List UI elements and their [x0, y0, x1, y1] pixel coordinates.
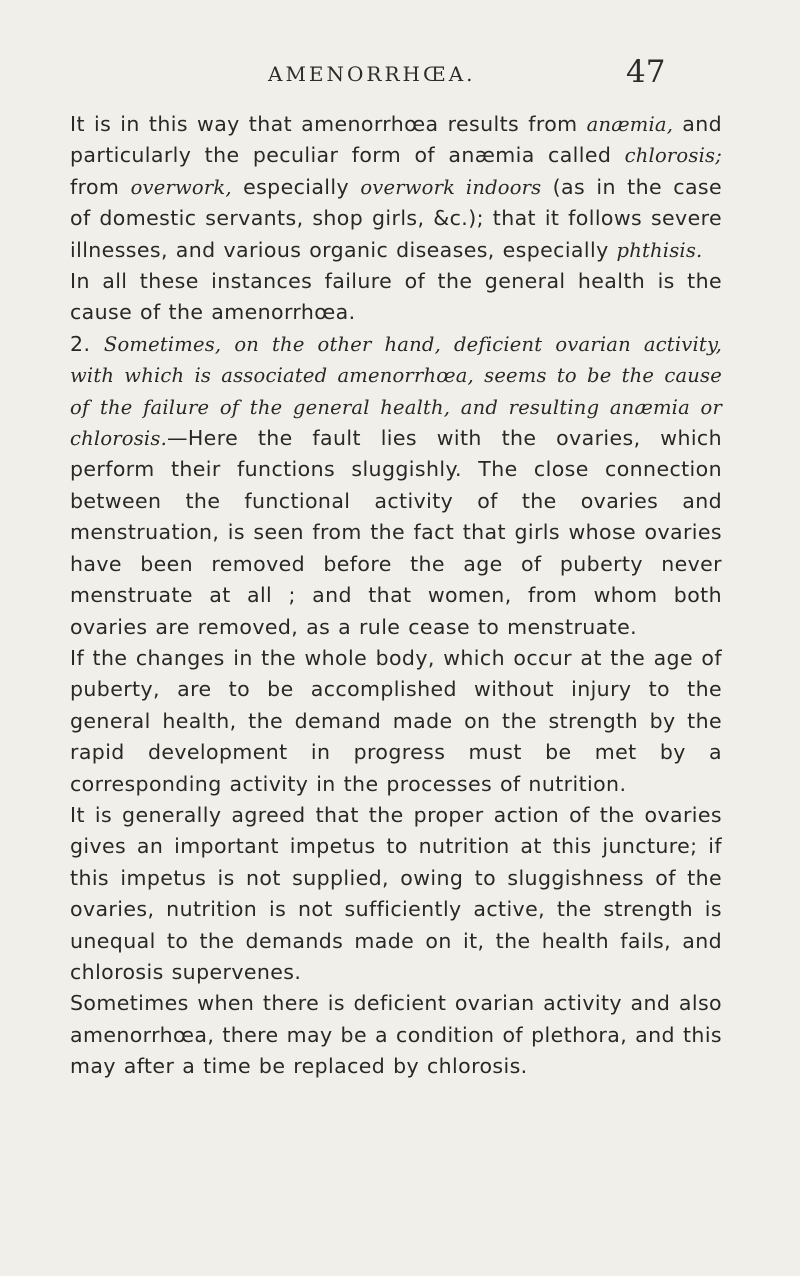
text-run: It is generally agreed that the proper action of the ovaries gives an important impetus to nutrition at this juncture; if this impetus is not supplied, owing to sluggishness of the ovaries, nutrition is not sufficiently active, the strength is unequal to the demands made on it, the health fails, and chlorosis supervenes.	[70, 802, 722, 984]
paragraph-1	[70, 109, 722, 266]
paragraph-2	[70, 266, 722, 329]
text-run: —Here the fault lies with the ovaries, which perform their functions sluggishly. The close connection between the functional activity of the ovaries and menstruation, is seen from the fact that girls whose ovaries have been removed before the age of puberty never menstruate at all ; and that women, from whom both ovaries are removed, as a rule cease to menstruate.	[70, 426, 722, 639]
text-run: especially	[231, 174, 361, 199]
text-run: from	[70, 174, 131, 199]
italic-term: overwork indoors	[360, 175, 542, 199]
paragraph-5	[70, 800, 722, 988]
section-number: 2.	[70, 331, 104, 356]
italic-term: chlorosis;	[624, 144, 722, 168]
paragraph-6	[70, 988, 722, 1082]
running-head-title: AMENORRHŒA.	[268, 62, 476, 86]
running-head	[0, 54, 800, 102]
page-number: 47	[626, 54, 666, 90]
paragraph-4	[70, 643, 722, 800]
text-run: Sometimes when there is deficient ovarian activity and also amenorrhœa, there may be a condition of plethora, and this may after a time be replaced by chlorosis.	[70, 991, 722, 1079]
text-run: If the changes in the whole body, which occur at the age of puberty, are to be accomplished without injury to the general health, the demand made on the strength by the rapid development in progress must be met by a corresponding activity in the processes of nutrition.	[70, 645, 722, 796]
text-run: In all these instances failure of the general health is the cause of the amenorrhœa.	[70, 269, 722, 325]
italic-term: phthisis.	[616, 238, 703, 262]
body-text	[70, 109, 722, 1083]
italic-term: overwork,	[130, 175, 232, 199]
italic-heading: Sometimes, on the other hand, deficient ovarian activity, with which is associated amenorrhœa, seems to be the cause of the failure of the general health, and resulting anæmia or chlorosis.	[70, 332, 722, 451]
paragraph-3	[70, 329, 722, 643]
italic-term: anæmia,	[586, 113, 674, 136]
text-run: It is in this way that amenorrhœa results from	[70, 112, 587, 136]
text-run: (as in the case of domestic servants, shop girls, &c.); that it follows severe illnesses, and various organic diseases, especially	[70, 174, 722, 262]
text-run: and particularly the peculiar form of anæmia called	[70, 112, 722, 168]
